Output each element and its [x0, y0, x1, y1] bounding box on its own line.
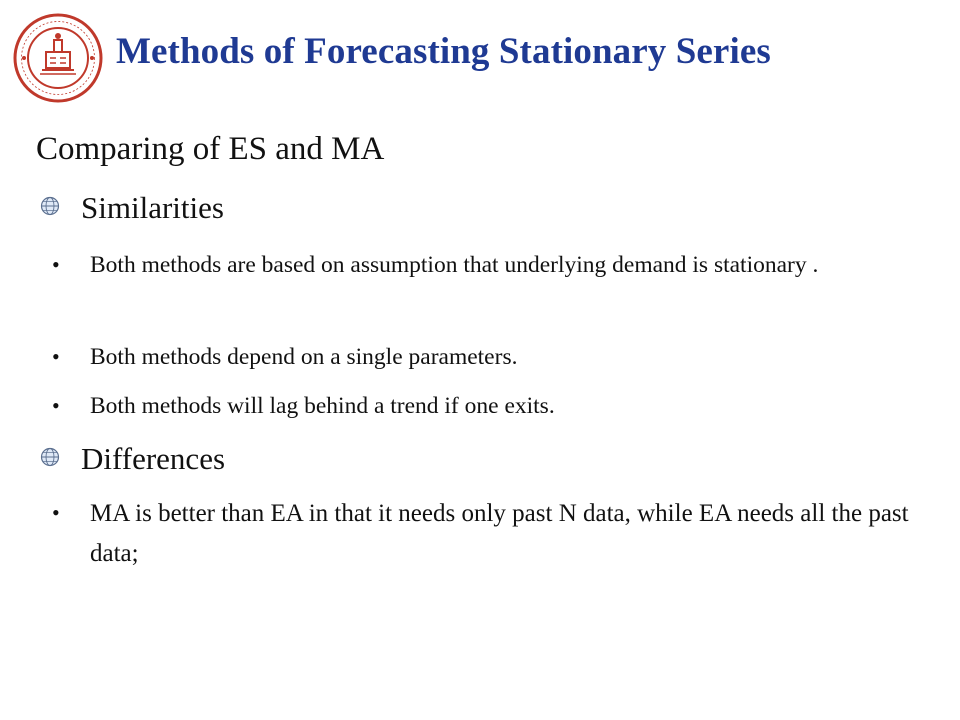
university-seal-icon	[12, 12, 104, 104]
globe-bullet-icon	[40, 447, 60, 467]
slide-title: Methods of Forecasting Stationary Series	[116, 31, 771, 72]
bullet-dot: •	[52, 252, 60, 277]
section-label: Similarities	[81, 190, 224, 225]
bullet-text: Both methods are based on assumption that underlying demand is stationary .	[90, 252, 819, 278]
bullet-dot: •	[52, 344, 60, 369]
bullet-dot: •	[52, 500, 60, 525]
bullet-text: Both methods depend on a single parameters.	[90, 344, 518, 370]
slide-subtitle: Comparing of ES and MA	[36, 131, 385, 167]
bullet-dot: •	[52, 393, 60, 418]
globe-bullet-icon	[40, 196, 60, 216]
section-label: Differences	[81, 441, 226, 476]
bullet-text: Both methods will lag behind a trend if one exits.	[90, 393, 555, 419]
bullet-text: MA is better than EA in that it needs only past N data, while EA needs all the past data;	[90, 500, 909, 567]
